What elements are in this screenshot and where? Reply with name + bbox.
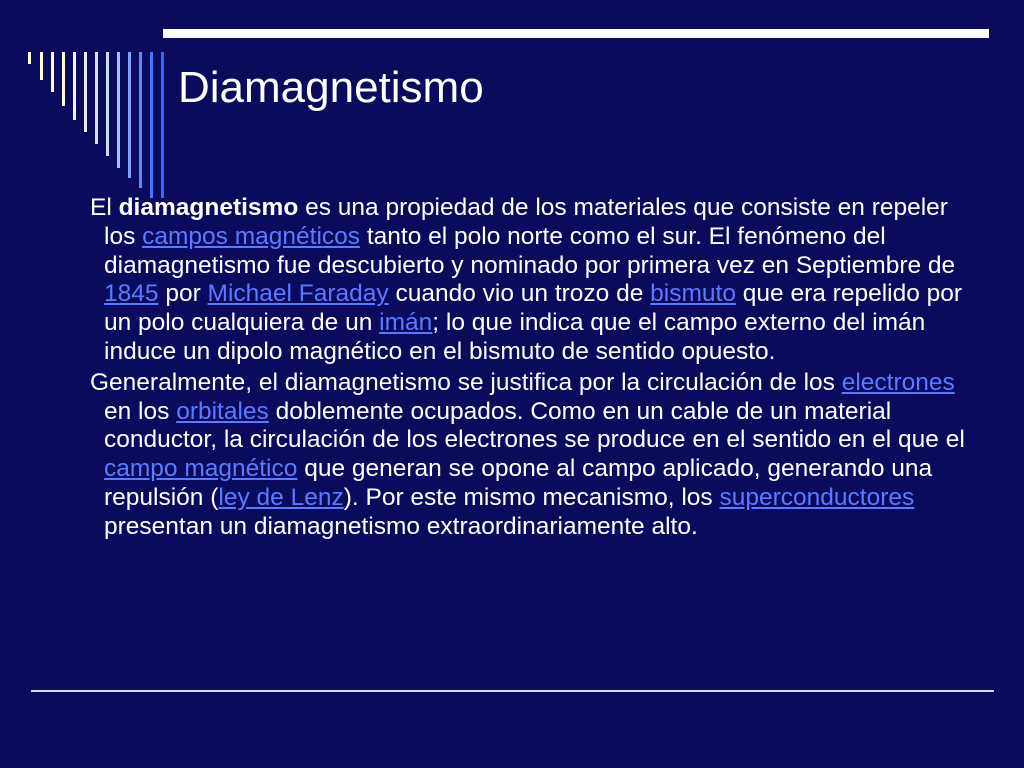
text-run: tanto el polo norte como el sur. El fenómeno del diamagnetismo fue descubierto y nominado por primera vez en Septiembre de <box>104 222 956 279</box>
link-campo-magnetico[interactable]: campo magnético <box>104 455 298 483</box>
slide-body <box>90 194 970 544</box>
decorative-bar <box>139 52 142 188</box>
top-rule <box>163 29 989 38</box>
decorative-bar <box>95 52 98 144</box>
paragraph-2 <box>90 369 970 542</box>
decorative-bar <box>84 52 87 132</box>
link-electrones[interactable]: electrones <box>841 368 955 396</box>
link-campos-magneticos[interactable]: campos magnéticos <box>142 222 361 250</box>
link-1845[interactable]: 1845 <box>104 280 159 308</box>
decorative-bar <box>117 52 120 168</box>
decorative-bar <box>106 52 109 156</box>
text-run: doblemente ocupados. Como en un cable de un material conductor, la circulación de los electrones se produce en el sentido en el que el <box>104 397 965 454</box>
link-ley-de-lenz[interactable]: ley de Lenz <box>218 483 344 511</box>
decorative-bar <box>150 52 153 198</box>
text-run: en los <box>104 397 177 425</box>
text-run: que generan se opone al campo aplicado, generando una repulsión ( <box>104 455 933 511</box>
link-orbitales[interactable]: orbitales <box>176 397 269 425</box>
text-run: cuando vio un trozo de <box>388 280 651 308</box>
link-iman[interactable]: imán <box>379 309 433 337</box>
bold-term: diamagnetismo <box>118 194 299 221</box>
decorative-bar <box>40 52 43 80</box>
slide-title: Diamagnetismo <box>178 63 484 112</box>
decorative-bar <box>62 52 65 106</box>
text-run: por <box>158 280 208 308</box>
decorative-bar <box>51 52 54 92</box>
text-run: El <box>90 194 119 221</box>
decorative-bar <box>28 52 31 64</box>
decorative-bars <box>0 0 170 200</box>
bottom-rule <box>31 690 994 692</box>
link-superconductores[interactable]: superconductores <box>719 483 915 511</box>
link-bismuto[interactable]: bismuto <box>650 280 736 308</box>
text-run: presentan un diamagnetismo extraordinariamente alto. <box>104 512 698 540</box>
link-michael-faraday[interactable]: Michael Faraday <box>207 280 389 308</box>
text-run: que era repelido por un polo cualquiera de un <box>104 280 963 337</box>
paragraph-1 <box>90 194 970 367</box>
decorative-bar <box>161 52 164 198</box>
decorative-bar <box>128 52 131 178</box>
text-run: es una propiedad de los materiales que consiste en repeler los <box>104 194 948 250</box>
text-run: ). Por este mismo mecanismo, los <box>343 483 720 511</box>
text-run: ; lo que indica que el campo externo del imán induce un dipolo magnético en el bismuto de sentido opuesto. <box>104 309 926 365</box>
text-run: Generalmente, el diamagnetismo se justifica por la circulación de los <box>90 368 842 396</box>
decorative-bar <box>73 52 76 120</box>
